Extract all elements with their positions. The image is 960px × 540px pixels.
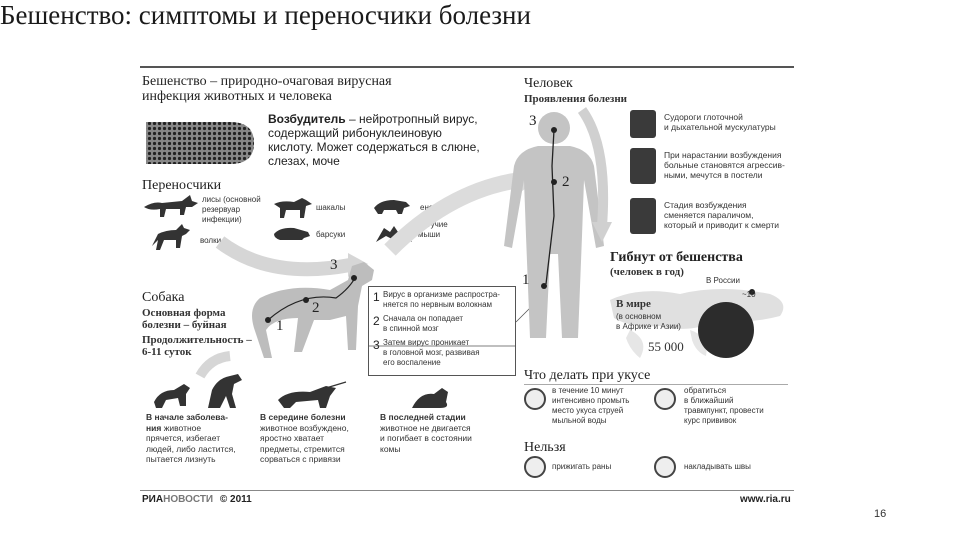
forbidden-stitches: накладывать швы: [684, 462, 751, 471]
world-value: 55 000: [648, 339, 684, 354]
footer-brand: РИАНОВОСТИ © 2011: [142, 494, 252, 505]
badgers-label: барсуки: [316, 230, 346, 239]
lungs-icon: [630, 110, 656, 138]
footer-url: www.ria.ru: [740, 494, 791, 505]
page-number: 16: [874, 508, 887, 520]
title-divider: [140, 66, 794, 68]
symptom-3: Стадия возбуждения сменяется параличом, который и приводит к смерти: [664, 200, 780, 230]
stage-arrow: [190, 350, 270, 380]
dog-form: Основная форма болезни – буйная: [142, 307, 227, 331]
no-cauterize-icon: [524, 456, 546, 478]
wolves-label: волки: [200, 236, 222, 245]
fox-label: лисы (основной резервуар инфекции): [202, 195, 261, 224]
world-label: В мире: [616, 298, 651, 310]
carriers-heading: Переносчики: [142, 178, 222, 193]
syringe-icon: [654, 388, 676, 410]
raccoons-label: еноты: [420, 203, 443, 212]
dog-point-1: 1: [276, 318, 284, 334]
step-1: 1 Вирус в организме распростра- няется по нервным волокнам: [373, 290, 500, 309]
dog-point-3: 3: [330, 257, 338, 273]
step-3: 3 Затем вирус проникает в головной мозг, развивая его воспаление: [373, 338, 480, 367]
intro-text: Бешенство – природно-очаговая вирусная инфекция животных и человека: [142, 74, 392, 104]
dog-heading: Собака: [142, 290, 185, 305]
stage-middle: В середине болезни животное возбуждено, яростно хватает предметы, стремится сорваться с привязи: [260, 412, 349, 464]
wash-icon: [524, 388, 546, 410]
bite-divider: [524, 384, 788, 385]
wolf-icon: [148, 222, 194, 252]
step-2: 2 Сначала он попадает в спинной мозг: [373, 314, 464, 333]
bite-heading: Что делать при укусе: [524, 368, 651, 383]
forbidden-cauterize: прижигать раны: [552, 462, 612, 471]
symptom-arrow: [576, 106, 616, 246]
russia-label: В России: [706, 276, 740, 285]
human-point-1: 1: [522, 272, 530, 288]
bats-label: летучие мыши: [418, 220, 448, 239]
forbidden-heading: Нельзя: [524, 440, 566, 455]
deaths-subheading: (человек в год): [610, 266, 684, 278]
world-sublabel: (в основном в Африке и Азии): [616, 312, 681, 331]
russia-value: ~10: [742, 290, 756, 299]
footer-divider: [140, 490, 794, 491]
symptom-1: Судороги глоточной и дыхательной мускулатуры: [664, 112, 776, 132]
paralysis-icon: [630, 198, 656, 234]
page-title: Бешенство: симптомы и переносчики болезни: [0, 0, 531, 30]
agent-description: Возбудитель – нейротропный вирус, содержащий рибонуклеиновую кислоту. Может содержаться в слюне, слезах, моче: [268, 112, 480, 168]
world-deaths-circle: [696, 300, 756, 360]
dog-point-2: 2: [312, 300, 320, 316]
deaths-heading: Гибнут от бешенства: [610, 250, 743, 265]
human-subheading: Проявления болезни: [524, 93, 628, 105]
human-heading: Человек: [524, 76, 573, 91]
symptom-2: При нарастании возбуждения больные становятся агрессив- ными, мечутся в постели: [664, 150, 785, 180]
dog-duration: Продолжительность – 6-11 суток: [142, 334, 252, 358]
bite-action-clinic: обратиться в ближайший травмпункт, провести курс прививок: [684, 386, 764, 425]
human-point-3: 3: [529, 113, 537, 129]
human-point-2: 2: [562, 174, 570, 190]
stage-last: В последней стадии животное не двигается и погибает в состоянии комы: [380, 412, 472, 454]
no-stitches-icon: [654, 456, 676, 478]
bite-action-wash: в течение 10 минут интенсивно промыть место укуса струей мыльной воды: [552, 386, 630, 425]
agitation-icon: [630, 148, 656, 184]
stage-early: В начале заболева- ния животное прячется, избегает людей, либо ластится, пытается лизнуть: [146, 412, 236, 464]
jackals-label: шакалы: [316, 203, 346, 212]
